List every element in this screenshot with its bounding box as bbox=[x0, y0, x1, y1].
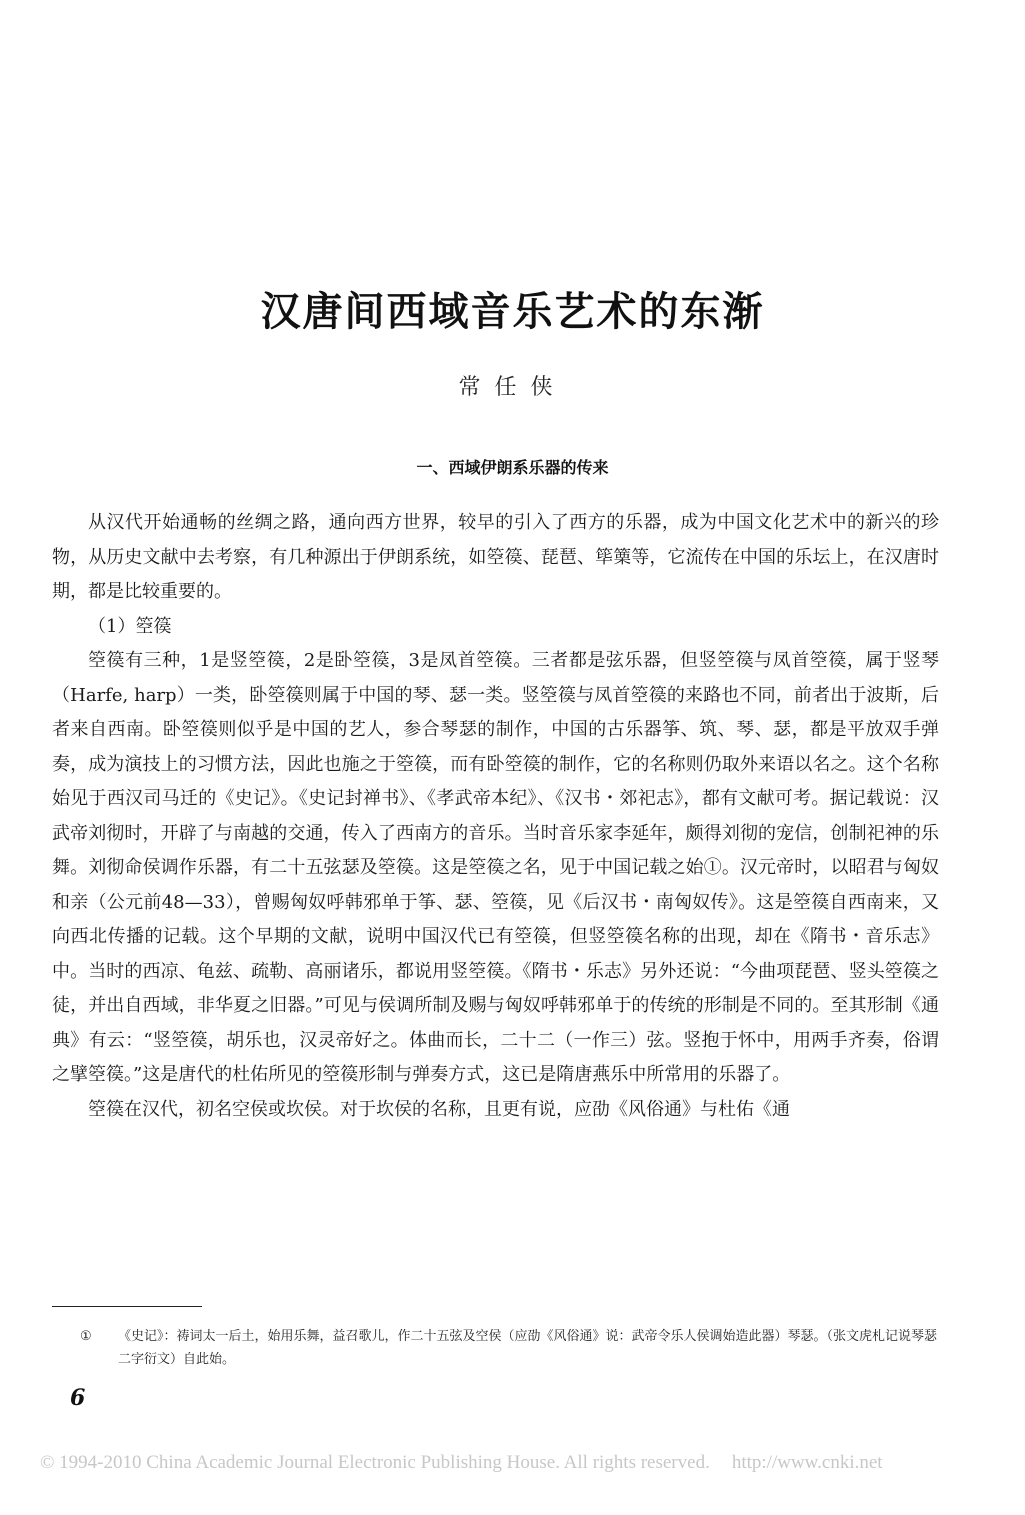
paragraph-konghou: 箜篌有三种，1是竖箜篌，2是卧箜篌，3是凤首箜篌。三者都是弦乐器，但竖箜篌与凤首箜篌，属于竖琴（Harfe, harp）一类，卧箜篌则属于中国的琴、瑟一类。竖箜篌与凤首箜篌的来路也不同，前者出于波斯，后者来自西南。卧箜篌则似乎是中国的艺人，参合琴瑟的制作，中国的古乐器筝、筑、琴、瑟，都是平放双手弹奏，成为演技上的习惯方法，因此也施之于箜篌，而有卧箜篌的制作，它的名称则仍取外来语以名之。这个名称始见于西汉司马迁的《史记》。《史记封禅书》、《孝武帝本纪》、《汉书・郊祀志》，都有文献可考。据记载说：汉武帝刘彻时，开辟了与南越的交通，传入了西南方的音乐。当时音乐家李延年，颇得刘彻的宠信，创制祀神的乐舞。刘彻命侯调作乐器，有二十五弦瑟及箜篌。这是箜篌之名，见于中国记载之始①。汉元帝时，以昭君与匈奴和亲（公元前48—33），曾赐匈奴呼韩邪单于筝、瑟、箜篌，见《后汉书・南匈奴传》。这是箜篌自西南来，又向西北传播的记载。这个早期的文献，说明中国汉代已有箜篌，但竖箜篌名称的出现，却在《隋书・音乐志》中。当时的西凉、龟兹、疏勒、高丽诸乐，都说用竖箜篌。《隋书・乐志》另外还说：“今曲项琵琶、竖头箜篌之徒，并出自西域，非华夏之旧器。”可见与侯调所制及赐与匈奴呼韩邪单于的传统的形制是不同的。至其形制《通典》有云：“竖箜篌，胡乐也，汉灵帝好之。体曲而长，二十二（一作三）弦。竖抱于怀中，用两手齐奏，俗谓之擘箜篌。”这是唐代的杜佑所见的箜篌形制与弹奏方式，这已是隋唐燕乐中所常用的乐器了。 bbox=[52, 650, 939, 1085]
article-title: 汉唐间西域音乐艺术的东渐 bbox=[260, 288, 765, 335]
author-name: 常任侠 bbox=[458, 375, 567, 400]
section-heading: 一、西域伊朗系乐器的传来 bbox=[416, 458, 609, 477]
subsection-heading: （1）箜篌 bbox=[88, 615, 172, 637]
paragraph-intro: 从汉代开始通畅的丝绸之路，通向西方世界，较早的引入了西方的乐器，成为中国文化艺术中的新兴的珍物，从历史文献中去考察，有几种源出于伊朗系统，如箜篌、琵琶、筚篥等，它流传在中国的乐坛上，在汉唐时期，都是比较重要的。 bbox=[52, 512, 939, 602]
article-body bbox=[52, 506, 939, 1127]
footnote-divider bbox=[52, 1306, 202, 1307]
copyright-watermark bbox=[40, 1452, 1025, 1474]
paragraph-konghou-continued: 箜篌在汉代，初名空侯或坎侯。对于坎侯的名称，且更有说，应劭《风俗通》与杜佑《通 bbox=[88, 1098, 790, 1120]
footnote bbox=[82, 1325, 939, 1371]
footnote-marker: ① bbox=[80, 1329, 92, 1344]
page-number: 6 bbox=[70, 1385, 86, 1411]
footnote-text: 《史记》：祷词太一后土，始用乐舞，益召歌儿，作二十五弦及空侯（应劭《风俗通》说：武帝令乐人侯调始造此器）琴瑟。（张文虎札记说琴瑟二字衍文）自此始。 bbox=[118, 1329, 938, 1367]
watermark-url: http://www.cnki.net bbox=[731, 1452, 883, 1473]
copyright-text: © 1994-2010 China Academic Journal Electronic Publishing House. All rights reserved. bbox=[40, 1452, 710, 1473]
